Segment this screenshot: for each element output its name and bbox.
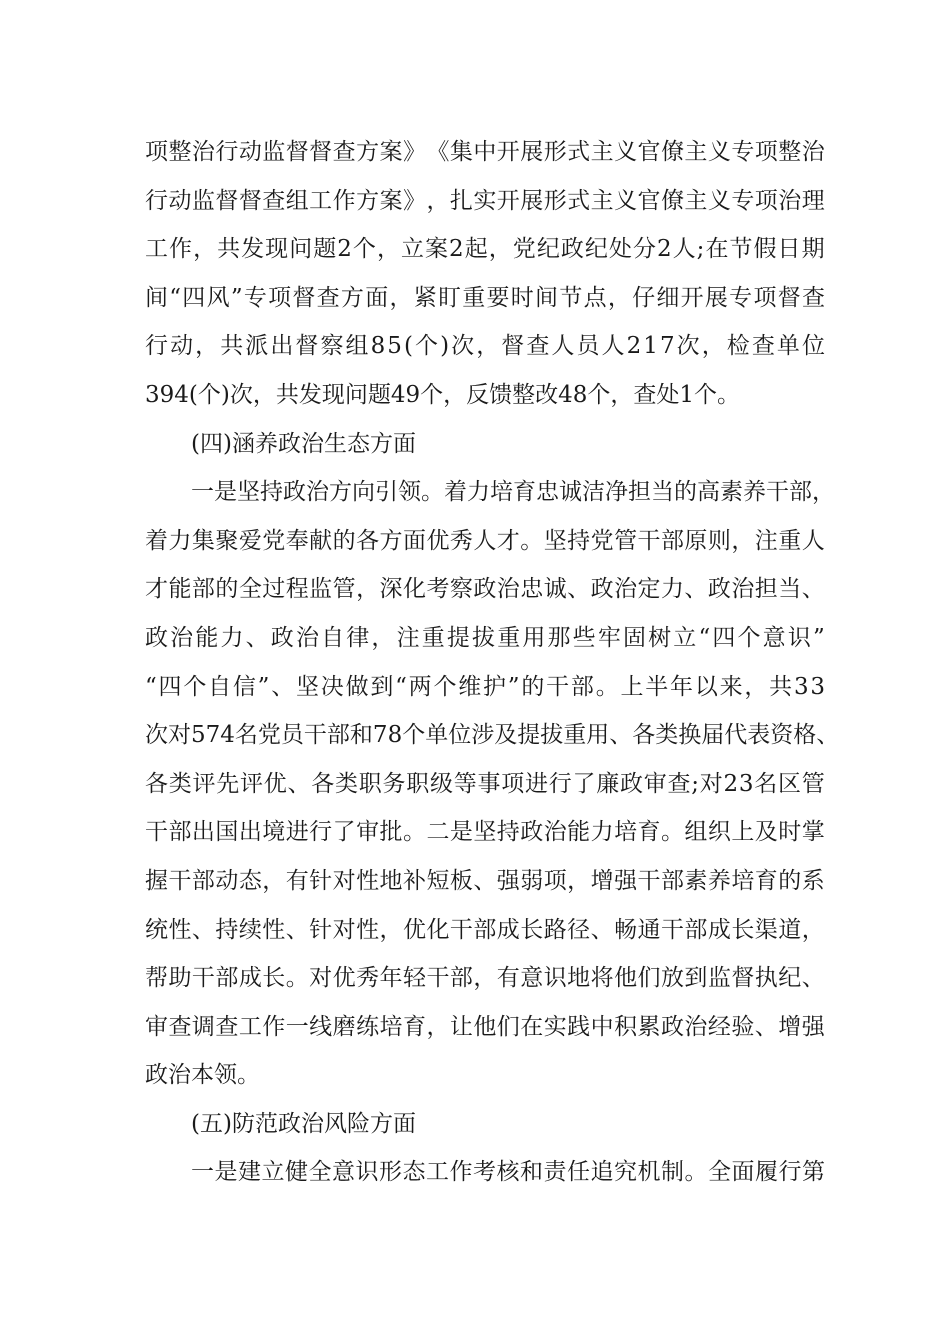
text-line: 才 能 部 的 全 过 程 监 管 ， 深 化 考 察 政 治 忠 诚 、 政 治 定 力 、 政 治 担 当 、 xyxy=(145,576,825,603)
section-heading: (四)涵养政治生态方面 xyxy=(191,430,416,457)
section-heading: (五)防范政治风险方面 xyxy=(191,1110,416,1137)
text-line: 各 类 评 先 评 优 、 各 类 职 务 职 级 等 事 项 进 行 了 廉 政 审 查 ; 对 2 3 名 区 管 xyxy=(145,770,825,797)
document-body xyxy=(145,128,840,1197)
text-line: 着 力 集 聚 爱 党 奉 献 的 各 方 面 优 秀 人 才 。 坚 持 党 管 干 部 原 则 ， 注 重 人 xyxy=(145,527,825,554)
text-line: “ 四 个 自 信 ” 、 坚 决 做 到 “ 两 个 维 护 ” 的 干 部 。 上 半 年 以 来 ， 共 3 3 xyxy=(145,673,825,700)
text-line: 握 干 部 动 态 ， 有 针 对 性 地 补 短 板 、 强 弱 项 ， 增 强 干 部 素 养 培 育 的 系 xyxy=(145,867,825,894)
text-line: 行 动 监 督 督 查 组 工 作 方 案 》 ， 扎 实 开 展 形 式 主 义 官 僚 主 义 专 项 治 理 xyxy=(145,187,825,214)
text-line: 干 部 出 国 出 境 进 行 了 审 批 。 二 是 坚 持 政 治 能 力 培 育 。 组 织 上 及 时 掌 xyxy=(145,819,825,846)
text-line: 帮 助 干 部 成 长 。 对 优 秀 年 轻 干 部 ， 有 意 识 地 将 他 们 放 到 监 督 执 纪 、 xyxy=(145,965,825,992)
text-line: 间 “ 四 风 ” 专 项 督 查 方 面 ， 紧 盯 重 要 时 间 节 点 ， 仔 细 开 展 专 项 督 查 xyxy=(145,284,825,311)
text-line: 工 作 ， 共 发 现 问 题 2 个 ， 立 案 2 起 ， 党 纪 政 纪 处 分 2 人 ; 在 节 假 日 期 xyxy=(145,236,825,263)
text-line: 行 动 ， 共 派 出 督 察 组 8 5 ( 个 ) 次 ， 督 查 人 员 人 2 1 7 次 ， 检 查 单 位 xyxy=(145,333,825,360)
text-line: 项 整 治 行 动 监 督 督 查 方 案 》 《 集 中 开 展 形 式 主 义 官 僚 主 义 专 项 整 治 xyxy=(145,139,825,165)
paragraph-start-line: 一 是 坚 持 政 治 方 向 引 领 。 着 力 培 育 忠 诚 洁 净 担 当 的 高 素 养 干 部 ， xyxy=(191,479,835,506)
text-line: 政治本领。 xyxy=(145,1062,260,1089)
text-line: 394(个)次，共发现问题49个，反馈整改48个，查处1个。 xyxy=(145,381,741,408)
text-line: 政 治 能 力 、 政 治 自 律 ， 注 重 提 拔 重 用 那 些 牢 固 树 立 “ 四 个 意 识 ” xyxy=(145,624,825,651)
text-line: 次 对 5 7 4 名 党 员 干 部 和 7 8 个 单 位 涉 及 提 拔 重 用 、 各 类 换 届 代 表 资 格 、 xyxy=(145,722,840,749)
paragraph-start-line: 一 是 建 立 健 全 意 识 形 态 工 作 考 核 和 责 任 追 究 机 制 。 全 面 履 行 第 xyxy=(191,1159,825,1186)
text-line: 统 性 、 持 续 性 、 针 对 性 ， 优 化 干 部 成 长 路 径 、 畅 通 干 部 成 长 渠 道 ， xyxy=(145,916,825,943)
text-line: 审 查 调 查 工 作 一 线 磨 练 培 育 ， 让 他 们 在 实 践 中 积 累 政 治 经 验 、 增 强 xyxy=(145,1013,825,1040)
